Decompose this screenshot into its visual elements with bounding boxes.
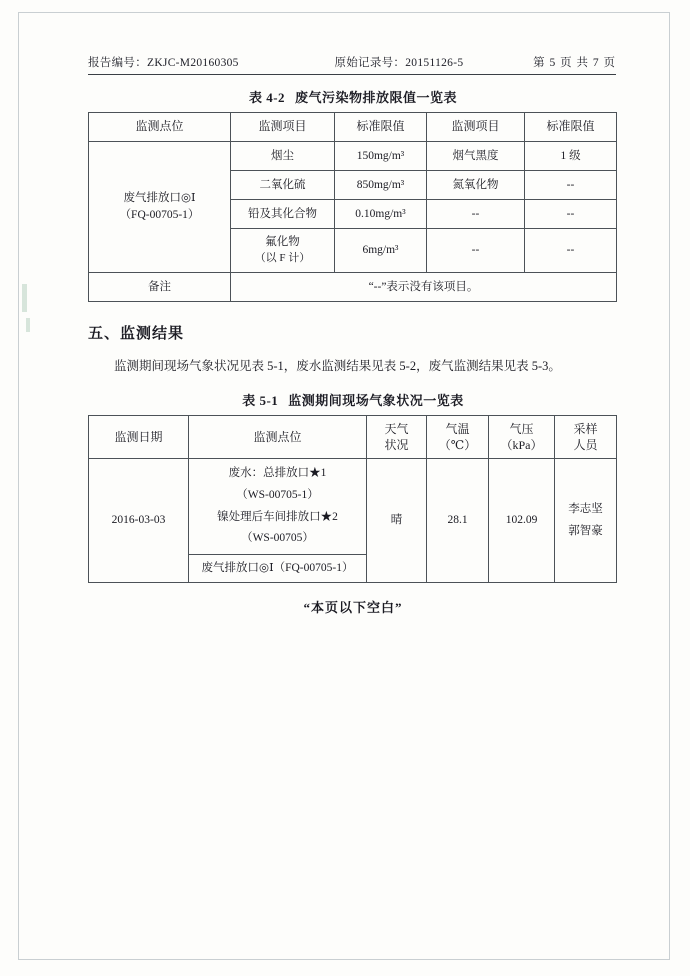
cell-limit-2: --: [525, 229, 617, 273]
table-emission-limits: [88, 112, 617, 302]
report-number: 报告编号：ZKJC-M20160305: [88, 57, 239, 69]
cell-limit: 6mg/m³: [335, 229, 427, 273]
table-42-caption: 表 4-2 废气污染物排放限值一览表: [248, 90, 458, 105]
cell-monitor-point-exhaust: 废气排放口◎Ⅰ（FQ-00705-1）: [189, 555, 367, 583]
point-line-2: （WS-00705-1）: [236, 488, 319, 501]
cell-weather: 晴: [367, 458, 427, 582]
blank-page-note: “本页以下空白”: [303, 600, 403, 616]
scan-artifact-2: [26, 318, 30, 332]
col-staff: 采样 人员: [555, 415, 617, 458]
cell-limit-2: 1 级: [525, 142, 617, 171]
table-51-caption: 表 5-1 监测期间现场气象状况一览表: [242, 392, 464, 408]
cell-item-2: --: [427, 229, 525, 273]
point-line-4: （WS-00705）: [241, 532, 314, 545]
cell-item: 烟尘: [231, 142, 335, 171]
scan-artifact-1: [22, 284, 27, 312]
cell-temperature: 28.1: [427, 458, 489, 582]
cell-item-2: 烟气黑度: [427, 142, 525, 171]
col-monitor-point: 监测点位: [189, 415, 367, 458]
cell-limit-2: --: [525, 200, 617, 229]
col-weather: 天气 状况: [367, 415, 427, 458]
table-row-header: [89, 113, 617, 142]
section-paragraph: 监测期间现场气象状况见表 5-1，废水监测结果见表 5-2，废气监测结果见表 5-3。: [114, 359, 561, 373]
col-limit-2: 标准限值: [525, 113, 617, 142]
cell-date: 2016-03-03: [89, 458, 189, 582]
col-point: 监测点位: [89, 113, 231, 142]
cell-limit: 850mg/m³: [335, 171, 427, 200]
cell-limit: 150mg/m³: [335, 142, 427, 171]
table-row: [89, 458, 617, 554]
cell-item: [231, 229, 335, 273]
table-weather-conditions: [88, 415, 617, 584]
col-item-1: 监测项目: [231, 113, 335, 142]
table-row-note: [89, 273, 617, 302]
point-line-1: 废水：总排放口★1: [228, 466, 327, 479]
cell-staff: [555, 458, 617, 582]
document-content: [88, 54, 618, 616]
cell-item-2: 氮氧化物: [427, 171, 525, 200]
item-line1: 氟化物: [265, 236, 300, 249]
table-row-header: [89, 415, 617, 458]
col-temperature: 气温 （℃）: [427, 415, 489, 458]
section-title: 五、监测结果: [88, 326, 185, 342]
col-item-2: 监测项目: [427, 113, 525, 142]
cell-note-text: “--”表示没有该项目。: [231, 273, 617, 302]
point-line-3: 镍处理后车间排放口★2: [217, 510, 338, 523]
cell-item-2: --: [427, 200, 525, 229]
col-pressure: 气压 （kPa）: [489, 415, 555, 458]
cell-note-label: 备注: [89, 273, 231, 302]
staff-name-2: 郭智豪: [568, 524, 603, 537]
staff-name-1: 李志坚: [568, 502, 603, 515]
table-row: [89, 142, 617, 171]
cell-item: 二氧化硫: [231, 171, 335, 200]
cell-limit-2: --: [525, 171, 617, 200]
document-header: [88, 54, 616, 75]
cell-pressure: 102.09: [489, 458, 555, 582]
cell-monitor-points: [189, 458, 367, 554]
point-code-line2: （FQ-00705-1）: [119, 209, 200, 221]
point-name-line1: 废气排放口◎Ⅰ: [123, 192, 196, 205]
cell-monitor-point: [89, 142, 231, 273]
page-number: 第 5 页 共 7 页: [533, 57, 616, 69]
record-number: 原始记录号：20151126-5: [334, 57, 464, 69]
col-date: 监测日期: [89, 415, 189, 458]
item-line2: （以 F 计）: [254, 251, 311, 264]
col-limit-1: 标准限值: [335, 113, 427, 142]
cell-item: 铅及其化合物: [231, 200, 335, 229]
cell-limit: 0.10mg/m³: [335, 200, 427, 229]
